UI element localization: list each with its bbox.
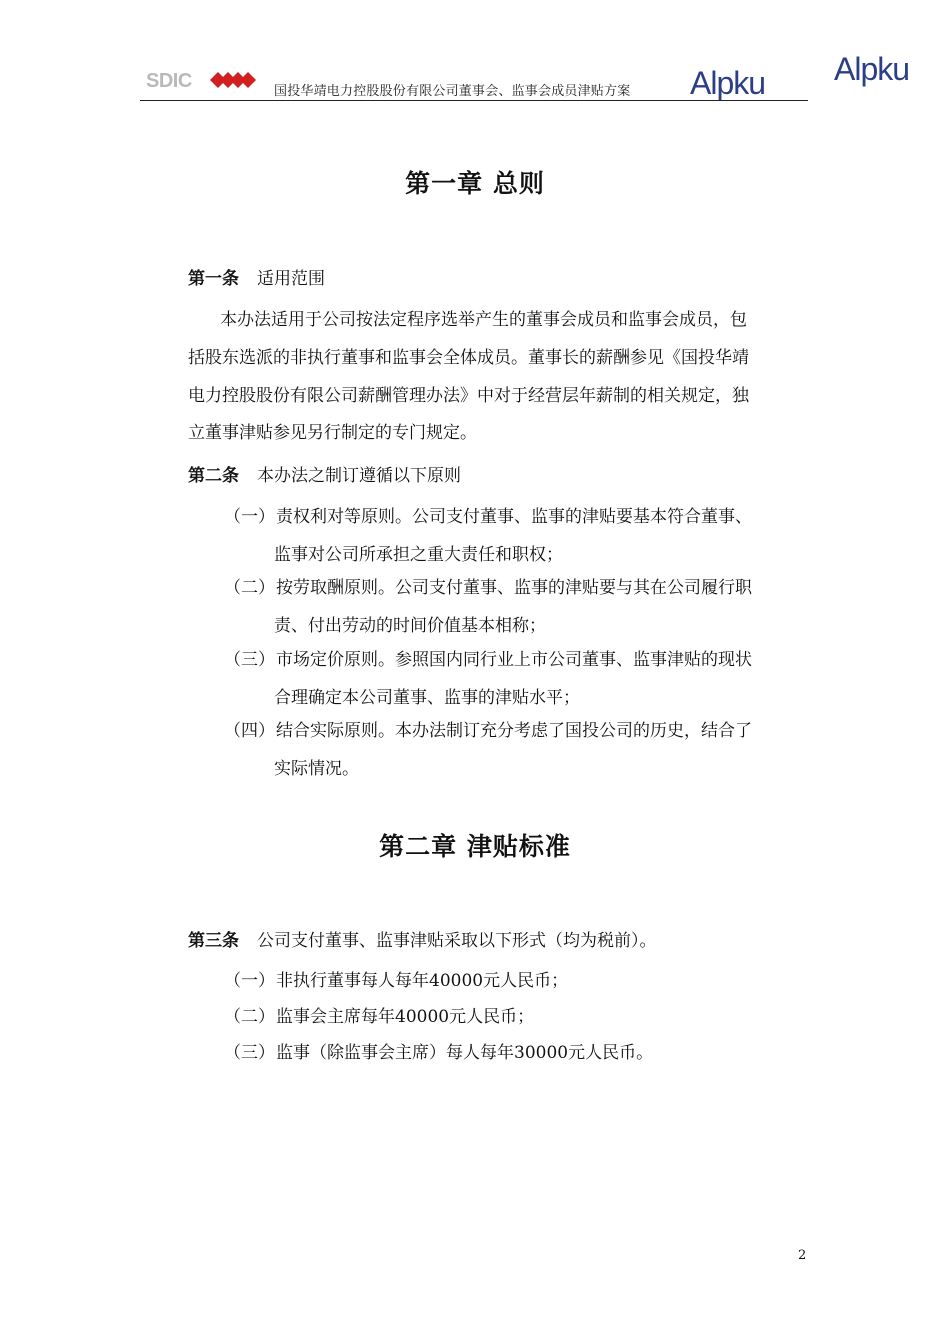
list-item	[224, 1002, 534, 1027]
alpku-logo-corner	[832, 52, 946, 88]
list-item-number: （四）	[224, 721, 275, 741]
list-item	[224, 573, 752, 598]
list-item-text: 监事会主席每年40000元人民币；	[276, 1007, 535, 1027]
list-item-continuation: 责、付出劳动的时间价值基本相称；	[274, 616, 546, 636]
list-item	[224, 1038, 653, 1063]
list-item-text: 非执行董事每人每年40000元人民币；	[276, 971, 569, 991]
page-header	[140, 60, 808, 104]
header-title: 国投华靖电力控股股份有限公司董事会、监事会成员津贴方案	[274, 84, 631, 99]
list-item-continuation: 合理确定本公司董事、监事的津贴水平；	[274, 688, 580, 708]
article-2-number: 第二条	[188, 466, 239, 486]
article-1-paragraph-line: 本办法适用于公司按法定程序选举产生的董事会成员和监事会成员，包	[220, 310, 747, 330]
page-number: 2	[798, 1248, 807, 1263]
list-item-number: （二）	[224, 1007, 275, 1027]
article-1-title: 适用范围	[257, 269, 325, 289]
svg-text:SDIC: SDIC	[146, 70, 192, 92]
svg-text:Alpku: Alpku	[834, 52, 910, 87]
list-item	[224, 966, 568, 991]
article-1-paragraph-line: 电力控股股份有限公司薪酬管理办法》中对于经营层年薪制的相关规定，独	[188, 386, 749, 406]
list-item-number: （三）	[224, 1043, 275, 1063]
chapter-2-title: 第二章 津贴标准	[379, 832, 571, 861]
list-item-number: （一）	[224, 971, 275, 991]
svg-text:Alpku: Alpku	[690, 66, 766, 101]
article-3-number: 第三条	[188, 931, 239, 951]
list-item	[224, 716, 752, 741]
list-item-text: 监事（除监事会主席）每人每年30000元人民币。	[276, 1043, 654, 1063]
article-2-title: 本办法之制订遵循以下原则	[257, 466, 461, 486]
article-1-paragraph-line: 括股东选派的非执行董事和监事会全体成员。董事长的薪酬参见《国投华靖	[188, 348, 749, 368]
article-1-paragraph-line: 立董事津贴参见另行制定的专门规定。	[188, 423, 477, 443]
list-item-continuation: 实际情况。	[274, 759, 359, 779]
list-item-text: 责权利对等原则。公司支付董事、监事的津贴要基本符合董事、	[276, 507, 752, 527]
list-item-text: 按劳取酬原则。公司支付董事、监事的津贴要与其在公司履行职	[276, 578, 752, 598]
alpku-logo	[688, 66, 806, 102]
article-3-title: 公司支付董事、监事津贴采取以下形式（均为税前）。	[257, 931, 657, 951]
header-rule	[140, 100, 808, 101]
article-3-heading	[188, 926, 657, 951]
list-item-text: 市场定价原则。参照国内同行业上市公司董事、监事津贴的现状	[276, 650, 752, 670]
list-item-continuation: 监事对公司所承担之重大责任和职权；	[274, 545, 563, 565]
article-2-heading	[188, 461, 461, 486]
list-item-text: 结合实际原则。本办法制订充分考虑了国投公司的历史，结合了	[276, 721, 752, 741]
list-item-number: （一）	[224, 507, 275, 527]
chapter-1-title: 第一章 总则	[405, 169, 545, 198]
sdic-logo	[144, 64, 258, 96]
list-item	[224, 645, 752, 670]
list-item	[224, 502, 752, 527]
list-item-number: （二）	[224, 578, 275, 598]
article-1-number: 第一条	[188, 269, 239, 289]
list-item-number: （三）	[224, 650, 275, 670]
article-1-heading	[188, 264, 325, 289]
